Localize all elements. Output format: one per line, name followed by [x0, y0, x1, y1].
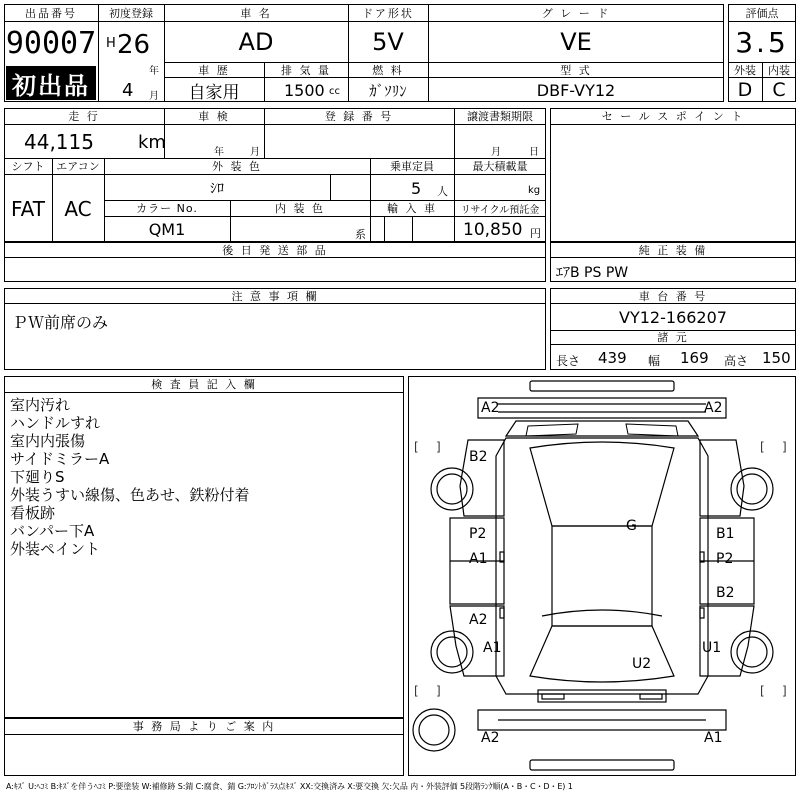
notes-label: 注 意 事 項 欄 — [231, 289, 319, 303]
capacity: 5 — [411, 179, 422, 198]
inspector-line: 看板跡 — [10, 504, 56, 522]
ext-color: ｼﾛ — [210, 180, 224, 197]
mark-front-left: A2 — [481, 400, 500, 416]
length: 439 — [598, 349, 627, 367]
inspector-notes — [10, 396, 250, 558]
mark-left-rear-quarter: A1 — [483, 640, 502, 656]
recycle: 10,850 — [463, 220, 523, 240]
legend: A:ｷｽﾞ U:ﾍｺﾐ B:ｷｽﾞを伴うﾍｺﾐ P:要塗装 W:補修跡 S:錆 C:腐食、錆 G:ﾌﾛﾝﾄｶﾞﾗｽ点ｷｽﾞ XX:交換済み X:要交換 欠:欠品 内・外装評価 5段階ﾗﾝｸ順(A・B・C・D・E) 1 — [6, 782, 573, 791]
inspector-line: サイドミラーA — [10, 450, 110, 468]
inspection-label: 車 検 — [198, 110, 230, 123]
inspector-line: バンパー下A — [10, 522, 95, 540]
height-label: 高さ — [724, 354, 749, 368]
lot-no: 90007 — [5, 25, 97, 61]
import-label: 輸 入 車 — [387, 202, 437, 215]
mark-right-front-door-2: P2 — [716, 551, 734, 567]
mark-left-fender: B2 — [469, 449, 488, 465]
fuel: ｶﾞｿﾘﾝ — [369, 81, 407, 100]
score: 3.5 — [735, 25, 789, 59]
plate-label: 登 録 番 号 — [324, 110, 394, 123]
later-parts-label: 後 日 発 送 部 品 — [222, 243, 328, 257]
color-no-label: カラー No. — [136, 202, 198, 215]
model-label: 型 式 — [560, 63, 592, 77]
ac-label: エアコン — [56, 160, 100, 173]
inspector-line: 室内汚れ — [10, 396, 71, 414]
fuel-label: 燃 料 — [372, 63, 404, 77]
equipment-value: ｴｱB PS PW — [556, 265, 629, 281]
sales-points-frame — [550, 108, 796, 242]
ac: AC — [64, 196, 92, 221]
interior-grade: C — [772, 79, 786, 101]
interior-label: 内装 — [768, 63, 790, 77]
first-reg-year: 26 — [117, 30, 151, 60]
inspector-line: ハンドルすれ — [10, 414, 101, 432]
inspector-line: 室内内張傷 — [10, 432, 86, 450]
score-label: 評価点 — [745, 6, 779, 20]
int-color-label: 内 装 色 — [275, 202, 325, 215]
recycle-label: リサイクル預託金 — [460, 204, 540, 216]
inspector-line: 外装ペイント — [10, 540, 101, 558]
displacement: 1500 — [284, 81, 325, 100]
mark-rear-left: A2 — [481, 730, 500, 746]
history-label: 車 歴 — [198, 63, 230, 77]
notes-value: ＰＷ前席のみ — [12, 313, 109, 332]
sales-points-label: セ ー ル ス ポ イ ン ト — [601, 110, 745, 123]
capacity-label: 乗車定員 — [390, 160, 434, 173]
height: 150 — [762, 349, 791, 367]
recycle-unit: 円 — [530, 227, 541, 240]
mark-left-front-door-1: P2 — [469, 526, 487, 542]
length-label: 長さ — [556, 354, 581, 368]
mark-rear-right: A1 — [704, 730, 723, 746]
chassis-label: 車 台 番 号 — [638, 289, 708, 303]
grade-label: グ レ ー ド — [541, 6, 611, 20]
first-reg-label: 初度登録 — [109, 6, 153, 20]
inspector-line: 外装うすい線傷、色あせ、鉄粉付着 — [10, 486, 250, 504]
chassis-no: VY12-166207 — [619, 307, 727, 327]
model: DBF-VY12 — [536, 80, 616, 100]
exterior-grade: D — [737, 79, 753, 101]
max-load-label: 最大積載量 — [472, 160, 528, 173]
mark-right-rear-quarter: U1 — [702, 640, 722, 656]
mark-left-front-door-2: A1 — [469, 551, 488, 567]
exterior-label: 外装 — [734, 63, 756, 77]
ext-color-label: 外 装 色 — [212, 160, 262, 173]
displacement-label: 排 気 量 — [281, 63, 331, 77]
int-color-unit: 系 — [355, 228, 366, 241]
lot-no-label: 出品番号 — [25, 6, 77, 20]
car-name: AD — [238, 28, 274, 56]
year-unit: 年 — [149, 66, 159, 77]
inspector-label: 検 査 員 記 入 欄 — [151, 378, 257, 391]
first-listing-badge: 初出品 — [6, 66, 96, 100]
mark-right-rear-door: B2 — [716, 585, 735, 601]
mark-tailgate: U2 — [632, 656, 652, 672]
width: 169 — [680, 349, 709, 367]
mark-right-front-door-1: B1 — [716, 526, 735, 542]
dims-label: 諸 元 — [657, 331, 689, 344]
inspection-month-unit: 月 — [250, 147, 260, 158]
equipment-label: 純 正 装 備 — [638, 243, 708, 257]
history: 自家用 — [188, 82, 240, 102]
door: 5V — [372, 28, 404, 56]
transfer-day-unit: 日 — [529, 147, 539, 158]
mark-left-rear-door: A2 — [469, 612, 488, 628]
inspector-line: 下廻りS — [10, 468, 65, 486]
door-label: ドア形状 — [362, 6, 414, 20]
shift-label: シフト — [11, 160, 45, 173]
mileage-unit: km — [138, 132, 166, 153]
shift: FAT — [10, 196, 45, 221]
transfer-month-unit: 月 — [491, 147, 501, 158]
auction-sheet: 出品番号 90007 初出品 初度登録 H 26 年 4 月 車 名 AD 車 歴 自家用 排 気 量 1500 cc ドア形状 5V 燃 料 ｶﾞｿﾘﾝ グ レ ー ド VE 型 式 DBF-VY12 評価点 3.5 外装 内装 D C 走 行 44,115 km 車 検 年 月 登 録 番 号 譲渡書類期限 月 日 シフト FAT エアコン AC 外 装 色 ｼﾛ 乗車定員 5 人 最大積載量 kg カラー No. QM1 内 装 色 系 輸 入 車 リサイクル預託金 10,850 円 後 日 発 送 部 品 セ ー ル ス ポ イ ン ト 純 正 装 備 ｴｱB PS PW 注 意 事 項 欄 ＰＷ前席のみ 車 台 番 号 VY12-166207 諸 元 長さ 439 幅 169 高さ 150 検 査 員 記 入 欄 室内汚れ ハンドルすれ 室内内張傷 サイドミラーA 下廻りS 外装うすい線傷、色あせ、鉄粉付着 看板跡 バンパー下A 外装ペイント 事 務 局 よ り ご 案 内 [ ] [ ] [ ] [ ] A2 A2 B2 P2 A1 A2 A1 G B1 P2 B2 U1 U2 A2 A1 A:ｷｽﾞ U:ﾍｺﾐ B:ｷｽﾞを伴うﾍｺﾐ P:要塗装 W:補修跡 S:錆 C:腐食、錆 G:ﾌﾛﾝﾄｶﾞﾗｽ点ｷｽﾞ XX:交換済み X:要交換 欠:欠品 内・外装評価 5段階ﾗﾝｸ順(A・B・C・D・E) 1 — [0, 0, 800, 800]
mileage: 44,115 — [24, 130, 94, 154]
car-diagram — [408, 376, 796, 776]
inspection-year-unit: 年 — [214, 147, 224, 158]
era: H — [106, 36, 116, 51]
first-reg-month: 4 — [122, 80, 134, 101]
month-unit: 月 — [149, 91, 159, 102]
grade: VE — [560, 28, 592, 56]
color-no: QM1 — [148, 220, 186, 239]
width-label: 幅 — [648, 354, 661, 368]
car-name-label: 車 名 — [240, 6, 272, 20]
displacement-unit: cc — [329, 86, 340, 97]
capacity-unit: 人 — [437, 185, 448, 198]
mileage-label: 走 行 — [68, 110, 100, 123]
mark-roof: G — [626, 518, 637, 534]
transfer-label: 譲渡書類期限 — [467, 110, 533, 123]
mark-front-right: A2 — [704, 400, 723, 416]
max-load-unit: kg — [528, 185, 541, 196]
office-label: 事 務 局 よ り ご 案 内 — [132, 720, 276, 733]
